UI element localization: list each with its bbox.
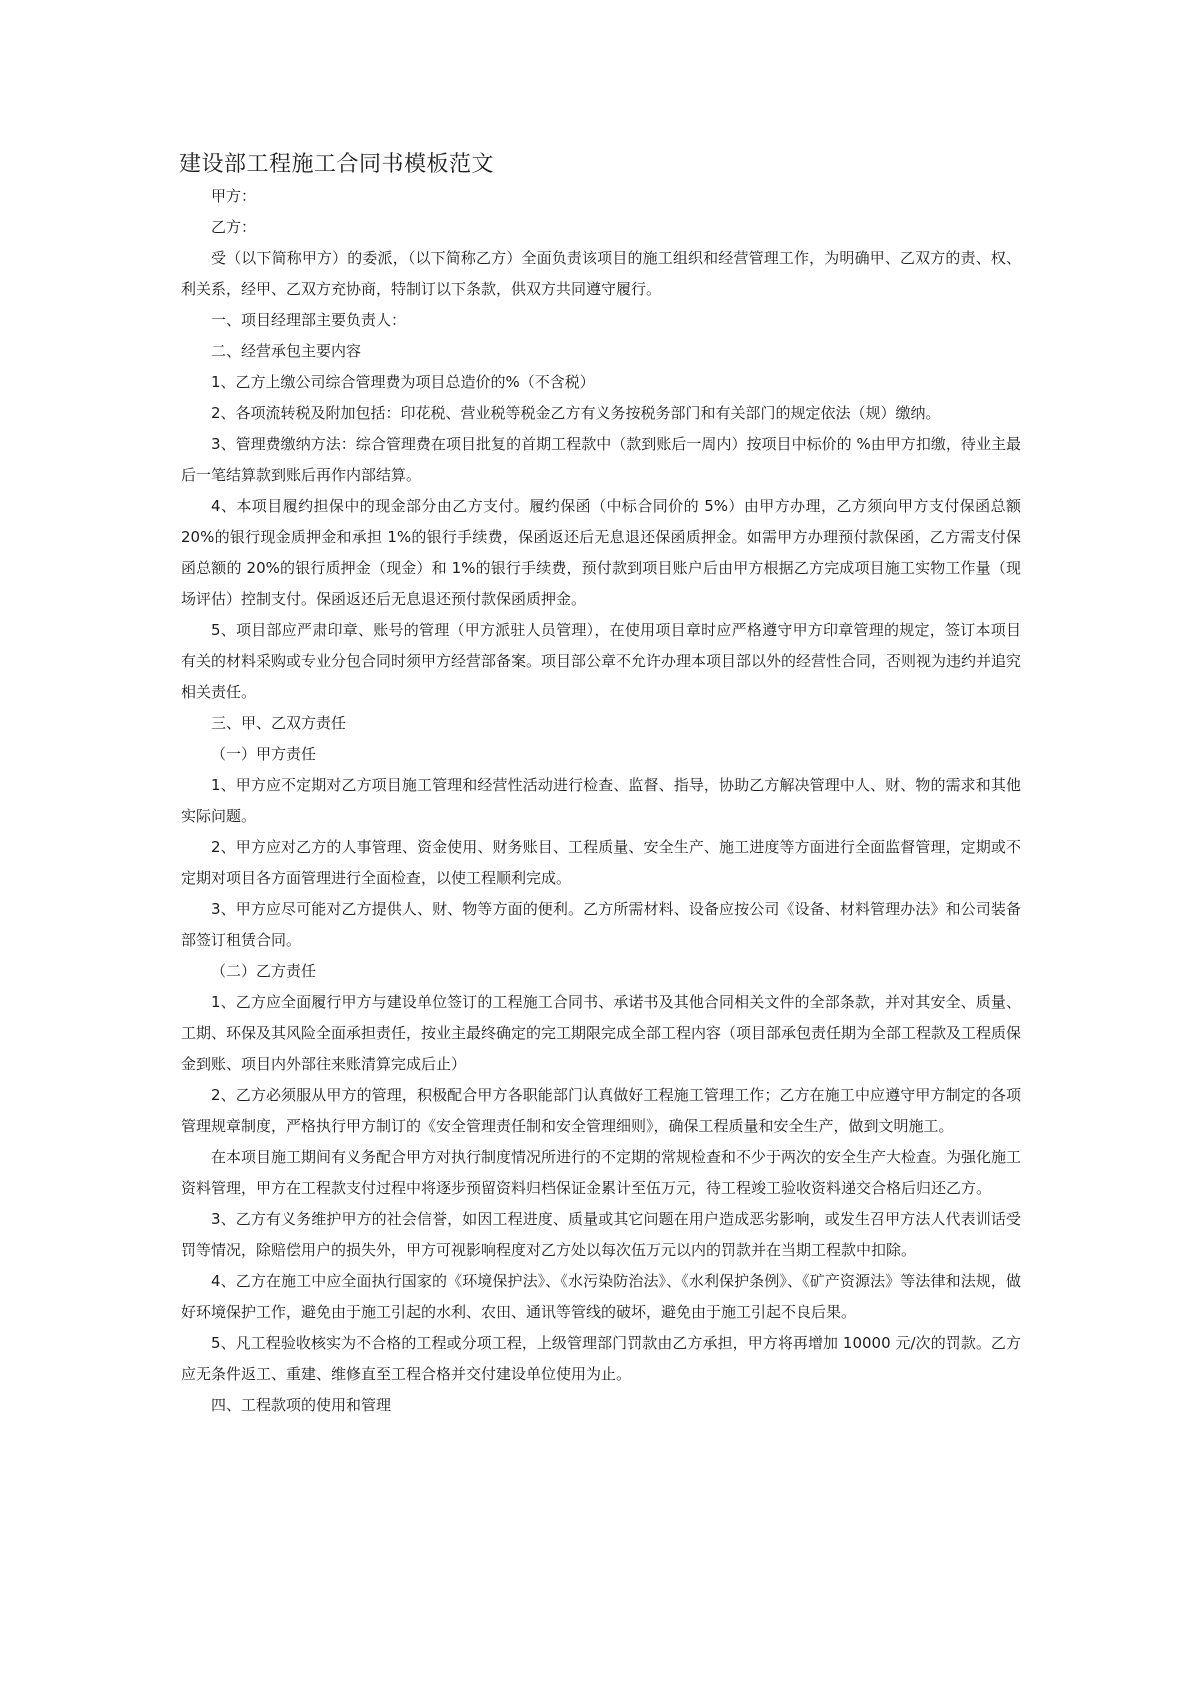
clause-paragraph: 1、乙方上缴公司综合管理费为项目总造价的%（不含税） [211, 373, 595, 391]
document-page [181, 148, 1021, 1421]
clause-paragraph: 3、管理费缴纳方法：综合管理费在项目批复的首期工程款中（款到账后一周内）按项目中标价的 %由甲方扣缴，待业主最后一笔结算款到账后再作内部结算。 [181, 435, 1021, 484]
party-b-line: 乙方： [211, 218, 257, 236]
clause-paragraph: 2、乙方必须服从甲方的管理，积极配合甲方各职能部门认真做好工程施工管理工作；乙方在施工中应遵守甲方制定的各项管理规章制度，严格执行甲方制订的《安全管理责任制和安全管理细则》，确保工程质量和安全生产，做到文明施工。 [181, 1086, 1021, 1135]
section-heading-3: 三、甲、乙双方责任 [211, 714, 347, 732]
clause-paragraph: 4、乙方在施工中应全面执行国家的《环境保护法》、《水污染防治法》、《水利保护条例》、《矿产资源法》等法律和法规，做好环境保护工作，避免由于施工引起的水利、农田、通讯等管线的破坏，避免由于施工引起不良后果。 [181, 1272, 1021, 1321]
clause-paragraph: 3、乙方有义务维护甲方的社会信誉，如因工程进度、质量或其它问题在用户造成恶劣影响，或发生召甲方法人代表训话受罚等情况，除赔偿用户的损失外，甲方可视影响程度对乙方处以每次伍万元以内的罚款并在当期工程款中扣除。 [181, 1210, 1021, 1259]
clause-paragraph: 2、甲方应对乙方的人事管理、资金使用、财务账目、工程质量、安全生产、施工进度等方面进行全面监督管理，定期或不定期对项目各方面管理进行全面检查，以使工程顺利完成。 [181, 838, 1021, 887]
clause-paragraph: 在本项目施工期间有义务配合甲方对执行制度情况所进行的不定期的常规检查和不少于两次的安全生产大检查。为强化施工资料管理，甲方在工程款支付过程中将逐步预留资料归档保证金累计至伍万元，待工程竣工验收资料递交合格后归还乙方。 [181, 1148, 1022, 1197]
clause-paragraph: 4、本项目履约担保中的现金部分由乙方支付。履约保函（中标合同价的 5%）由甲方办理，乙方须向甲方支付保函总额 20%的银行现金质押金和承担 1%的银行手续费，保函返还后无息退还保函质押金。如需甲方办理预付款保函，乙方需支付保函总额的 20%的银行质押金（现金）和 1%的银行手续费，预付款到项目账户后由甲方根据乙方完成项目施工实物工作量（现场评估）控制支付。保函返还后无息退还预付款保函质押金。 [181, 497, 1021, 608]
section-heading-2: 二、经营承包主要内容 [211, 342, 362, 360]
party-a-line: 甲方： [211, 187, 257, 205]
clause-paragraph: 5、项目部应严肃印章、账号的管理（甲方派驻人员管理），在使用项目章时应严格遵守甲方印章管理的规定，签订本项目有关的材料采购或专业分包合同时须甲方经营部备案。项目部公章不允许办理本项目部以外的经营性合同，否则视为违约并追究相关责任。 [181, 621, 1022, 701]
clause-paragraph: 3、甲方应尽可能对乙方提供人、财、物等方面的便利。乙方所需材料、设备应按公司《设备、材料管理办法》和公司装备部签订租赁合同。 [181, 900, 1021, 949]
document-title: 建设部工程施工合同书模板范文 [179, 152, 495, 177]
section-heading-1: 一、项目经理部主要负责人： [211, 311, 407, 329]
clause-paragraph: 2、各项流转税及附加包括：印花税、营业税等税金乙方有义务按税务部门和有关部门的规定依法（规）缴纳。 [211, 404, 941, 422]
subsection-heading-party-b: （二）乙方责任 [211, 962, 317, 980]
section-heading-4: 四、工程款项的使用和管理 [211, 1396, 392, 1414]
clause-paragraph: 1、乙方应全面履行甲方与建设单位签订的工程施工合同书、承诺书及其他合同相关文件的全部条款，并对其安全、质量、工期、环保及其风险全面承担责任，按业主最终确定的完工期限完成全部工程内容（项目部承包责任期为全部工程款及工程质保金到账、项目内外部往来账清算完成后止） [181, 993, 1022, 1073]
clause-paragraph: 1、甲方应不定期对乙方项目施工管理和经营性活动进行检查、监督、指导，协助乙方解决管理中人、财、物的需求和其他实际问题。 [181, 776, 1021, 825]
subsection-heading-party-a: （一）甲方责任 [211, 745, 317, 763]
intro-paragraph: 受（以下简称甲方）的委派，（以下简称乙方）全面负责该项目的施工组织和经营管理工作，为明确甲、乙双方的责、权、利关系，经甲、乙双方充协商，特制订以下条款，供双方共同遵守履行。 [181, 249, 1021, 298]
clause-paragraph: 5、凡工程验收核实为不合格的工程或分项工程，上级管理部门罚款由乙方承担，甲方将再增加 10000 元/次的罚款。乙方应无条件返工、重建、维修直至工程合格并交付建设单位使用为止。 [181, 1334, 1021, 1383]
